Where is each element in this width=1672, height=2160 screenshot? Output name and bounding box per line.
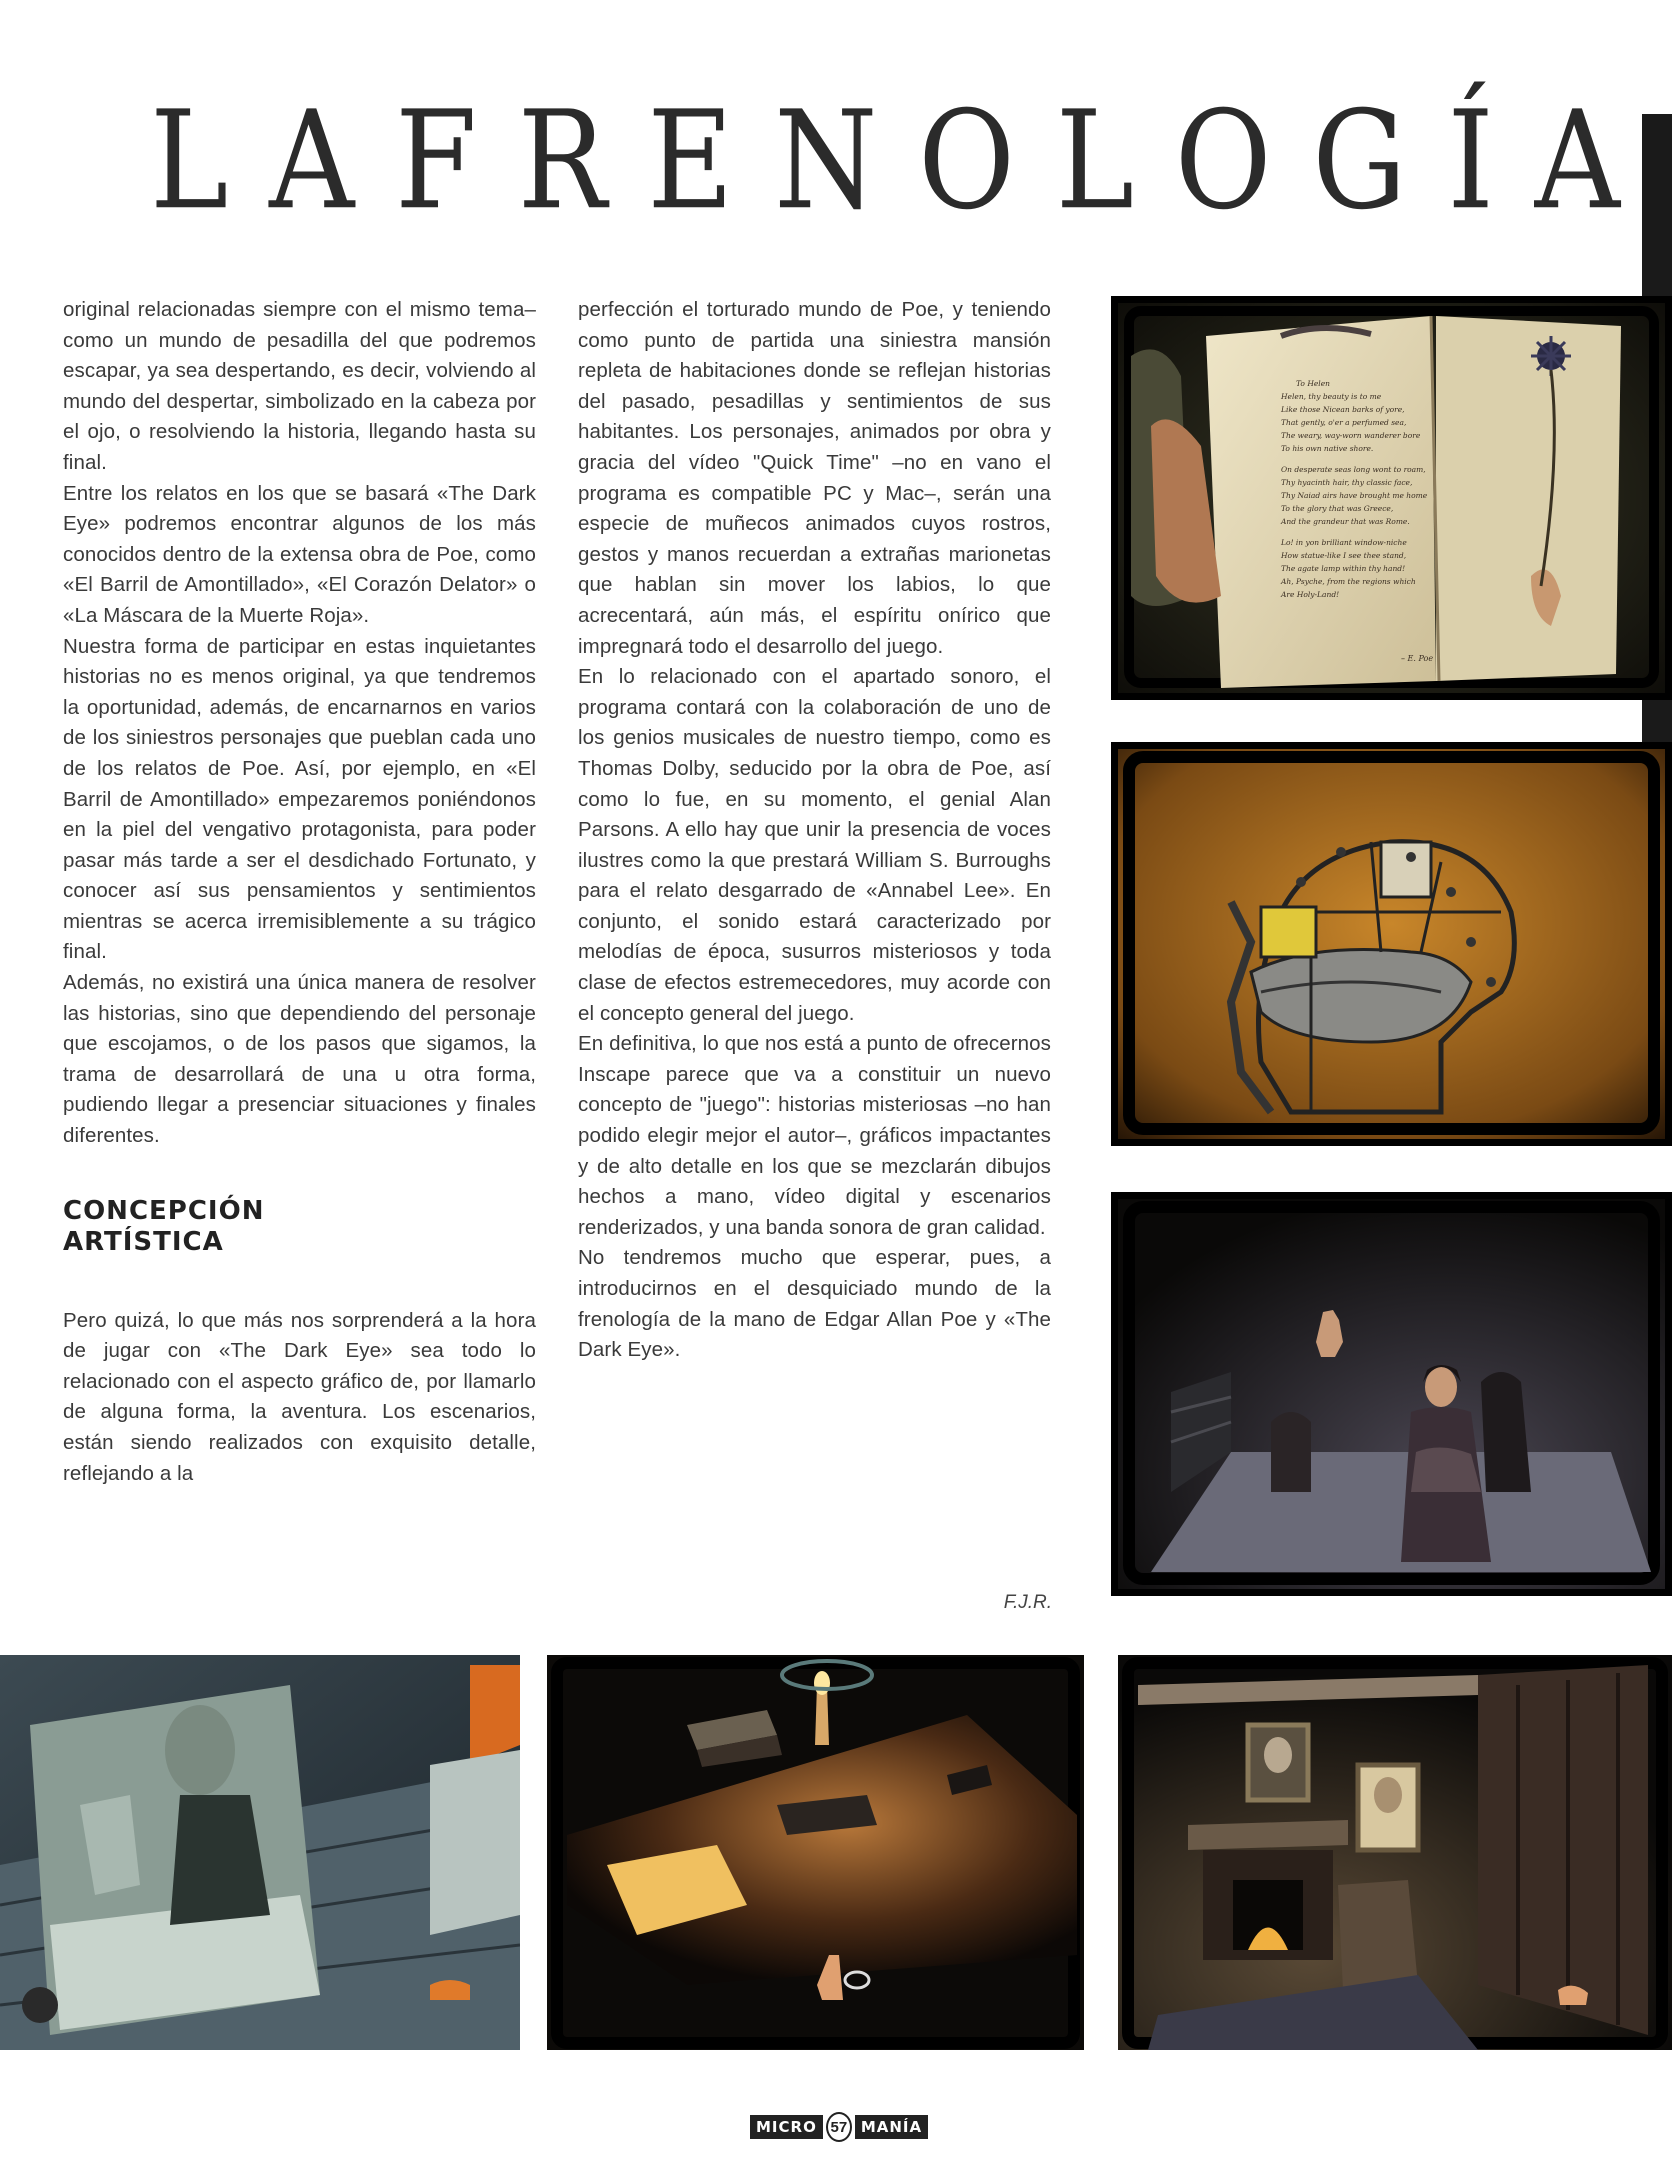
poem-line: And the grandeur that was Rome. <box>1281 517 1410 526</box>
section-heading <box>63 1196 536 1258</box>
paragraph: Además, no existirá una única manera de resolver las historias, sino que dependiendo del personaje que escojamos, o de los pasos que sigamos, la trama de desarrollará de una u otra forma, pudiendo llegar a presenciar situaciones y finales diferentes. <box>63 971 536 1148</box>
title-letter: R <box>517 80 607 240</box>
poem-author: – E. Poe <box>1401 654 1434 663</box>
poem-line: The agate lamp within thy hand! <box>1281 564 1406 573</box>
title-letter: G <box>1312 80 1407 240</box>
poem-line: To his own native shore. <box>1281 444 1374 453</box>
poem-line: Helen, thy beauty is to me <box>1281 392 1382 401</box>
paragraph: En definitiva, lo que nos está a punto de ofrecernos Inscape parece que va a constituir un nuevo concepto de "juego": historias misteriosas –no han podido elegir mejor el autor–, gráficos impactantes y de alto detalle en los que se mezclarán dibujos hechos a mano, vídeo digital y escenarios renderizados, y una banda sonora de gran calidad. <box>578 1032 1051 1239</box>
poem-line: Lo! in yon brilliant window-niche <box>1281 538 1407 547</box>
poem-line: That gently, o'er a perfumed sea, <box>1281 418 1407 427</box>
paragraph: En lo relacionado con el apartado sonoro, el programa contará con la colaboración de uno de los genios musicales de nuestro tiempo, como es Thomas Dolby, seducido por la obra de Poe, así como lo fue, en su momento, el genial Alan Parsons. A ello hay que unir la presencia de voces ilustres como la que prestará William S. Burroughs para el relato desgarrado de «Annabel Lee». En conjunto, el sonido estará caracterizado por melodías de época, susurros misteriosos y toda clase de efectos estremecedores, muy acorde con el concepto general del juego. <box>578 665 1051 1025</box>
paragraph: perfección el torturado mundo de Poe, y teniendo como punto de partida una siniestra mansión repleta de habitaciones donde se reflejan historias del pasado, pesadillas y sentimientos de sus habitantes. Los personajes, animados por obra y gracia del vídeo "Quick Time" –no en vano el programa es compatible PC y Mac–, serán una especie de muñecos animados cuyos rostros, gestos y manos recuerdan a extrañas marionetas que hablan sin mover los labios, lo que acrecentará, aún más, el espíritu onírico que impregnará todo el desarrollo del juego. <box>578 298 1051 658</box>
poem-line: To the glory that was Greece, <box>1281 504 1394 513</box>
logo-mania: MANÍA <box>855 2115 928 2139</box>
title-letter: O <box>918 80 1015 240</box>
title-letter: N <box>774 80 878 240</box>
text-column-2 <box>578 295 1051 1366</box>
author-signature: F.J.R. <box>1003 1592 1052 1613</box>
poem-line: On desperate seas long wont to roam, <box>1281 465 1426 474</box>
magazine-footer-logo <box>750 2114 928 2140</box>
section-heading-line: CONCEPCIÓN <box>63 1195 265 1226</box>
page-title <box>150 80 1620 240</box>
page-number: 57 <box>826 2112 852 2142</box>
poem-line: The weary, way-worn wanderer bore <box>1281 431 1421 440</box>
paragraph: Nuestra forma de participar en estas inquietantes historias no es menos original, ya que tendremos la oportunidad, además, de encarnarnos en varios de los siniestros personajes que pueblan cada uno de los relatos de Poe. Así, por ejemplo, en «El Barril de Amontillado» empezaremos poniéndonos en la piel del vengativo protagonista, para poder pasar más tarde a ser el desdichado Fortunato, y conocer así sus pensamientos y sentimientos mientras se acerca irremisiblemente a su trágico final. <box>63 634 536 964</box>
text-column-1 <box>63 295 536 1489</box>
paragraph: Entre los relatos en los que se basará «The Dark Eye» podremos encontrar algunos de los más conocidos dentro de la extensa obra de Poe, como «El Barril de Amontillado», «El Corazón Delator» o «La Máscara de la Muerte Roja». <box>63 481 536 627</box>
poem-line: Ah, Psyche, from the regions which <box>1281 577 1416 586</box>
title-letter: Í <box>1447 80 1494 240</box>
title-letter: E <box>647 80 734 240</box>
section-heading-line: ARTÍSTICA <box>63 1226 224 1257</box>
screenshot-phrenology-head <box>1111 742 1672 1146</box>
title-letter: L <box>1055 80 1135 240</box>
title-letter: A <box>1534 80 1620 240</box>
poem-line: Are Holy-Land! <box>1281 590 1340 599</box>
logo-micro: MICRO <box>750 2115 823 2139</box>
screenshot-parlor-fireplace <box>1118 1655 1672 2050</box>
screenshot-writing-desk <box>547 1655 1084 2050</box>
title-letter: A <box>269 80 355 240</box>
screenshot-dark-room-character <box>1111 1192 1672 1596</box>
title-letter: O <box>1174 80 1272 240</box>
paragraph: Pero quizá, lo que más nos sorprenderá a la hora de jugar con «The Dark Eye» sea todo lo relacionado con el aspecto gráfico de, por llamarlo de alguna forma, la aventura. Los escenarios, están siendo realizados con exquisito detalle, reflejando a la <box>63 1308 536 1485</box>
title-letter: L <box>150 80 229 240</box>
poem-line: Thy hyacinth hair, thy classic face, <box>1281 478 1413 487</box>
poem-line: How statue-like I see thee stand, <box>1281 551 1407 560</box>
title-letter: F <box>395 80 477 240</box>
poem-line: To Helen <box>1296 379 1330 388</box>
poem-line: Thy Naiad airs have brought me home <box>1281 491 1428 500</box>
poem-line: Like those Nicean barks of yore, <box>1281 405 1405 414</box>
paragraph: original relacionadas siempre con el mismo tema– como un mundo de pesadilla del que podremos escapar, ya sea despertando, es decir, volviendo al mundo del despertar, simbolizado en la cabeza por el ojo, o resolviendo la historia, llegando hasta su final. <box>63 298 536 474</box>
screenshot-portrait-figure <box>0 1655 520 2050</box>
paragraph: No tendremos mucho que esperar, pues, a introducirnos en el desquiciado mundo de la frenología de la mano de Edgar Allan Poe y «The Dark Eye». <box>578 1246 1051 1362</box>
screenshot-poem-book <box>1111 296 1672 700</box>
